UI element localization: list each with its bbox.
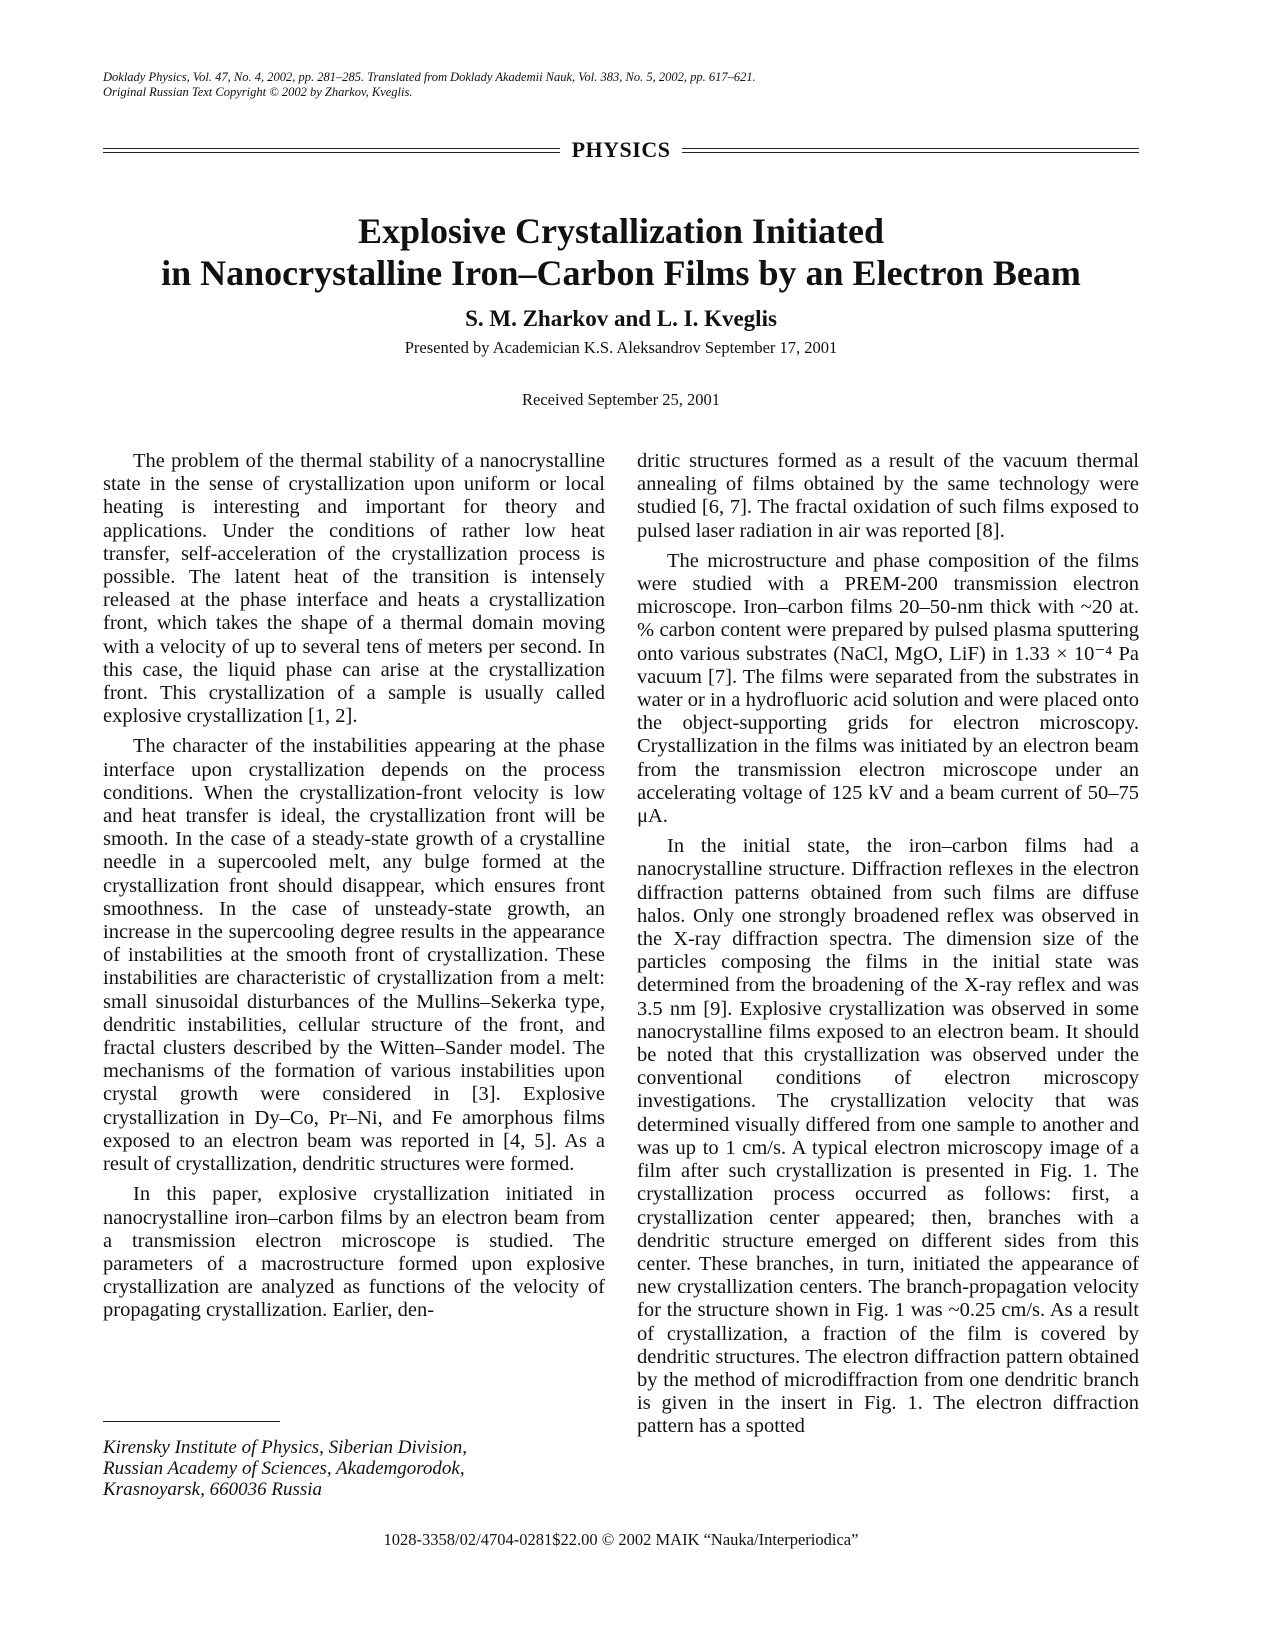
paragraph: In the initial state, the iron–carbon films had a nanocrystalline structure. Diffraction reflexes in the electron diffraction patterns obtained from such films are diffuse halos. Only one strongly broadened reflex was observed in the X-ray diffraction spectra. The dimension size of the particles composing the films in the initial state was determined from the broadening of the X-ray reflex and was 3.5 nm [9]. Explosive crystallization was observed in some nanocrystalline films exposed to an electron beam. It should be noted that this crystallization was observed under the conventional conditions of electron microscopy investigations. The crystallization velocity that was determined visually differed from one sample to another and was up to 1 cm/s. A typical electron microscopy image of a film after such crystallization is presented in Fig. 1. The crystallization process occurred as follows: first, a crystallization center appeared; then, branches with a dendritic structure emerged on different sides from this center. These branches, in turn, initiated the appearance of new crystallization centers. The branch-propagation velocity for the structure shown in Fig. 1 was ~0.25 cm/s. As a result of crystallization, a fraction of the film is covered by dendritic structures. The electron diffraction pattern obtained by the method of microdiffraction from one dendritic branch is given in the insert in Fig. 1. The electron diffraction pattern has a spotted [637,835,1139,1438]
affiliation-line-1: Kirensky Institute of Physics, Siberian Division, [103,1437,467,1458]
page-footer: 1028-3358/02/4704-0281$22.00 © 2002 MAIK “Nauka/Interperiodica” [383,1530,859,1549]
paragraph: The character of the instabilities appearing at the phase interface upon crystallization depends on the process conditions. When the crystallization-front velocity is low and heat transfer is ideal, the crystallization front will be smooth. In the case of a steady-state growth of a crystalline needle in a supercooled melt, any bulge formed at the crystallization front should disappear, which ensures front smoothness. In the case of unsteady-state growth, an increase in the supercooling degree results in the appearance of instabilities at the smooth front of crystallization. These instabilities are characteristic of crystallization from a melt: small sinusoidal disturbances of the Mullins–Sekerka type, dendritic instabilities, cellular structure of the front, and fractal clusters described by the Witten–Sander model. The mechanisms of the formation of various instabilities upon crystal growth were considered in [3]. Explosive crystallization in Dy–Co, Pr–Ni, and Fe amorphous films exposed to an electron beam was reported in [4, 5]. As a result of crystallization, dendritic structures were formed. [103,735,605,1176]
article-title-line-2: in Nanocrystalline Iron–Carbon Films by an Electron Beam [161,253,1081,293]
paragraph: The microstructure and phase composition of the films were studied with a PREM-200 transmission electron microscope. Iron–carbon films 20–50-nm thick with ~20 at. % carbon content were prepared by pulsed plasma sputtering onto various substrates (NaCl, MgO, LiF) in 1.33 × 10⁻⁴ Pa vacuum [7]. The films were separated from the substrates in water or in a hydrofluoric acid solution and were placed onto the object-supporting grids for electron microscopy. Crystallization in the films was initiated by an electron beam from the transmission electron microscope under an accelerating voltage of 125 kV and a beam current of 50–75 μA. [637,549,1139,828]
affiliation [103,1437,605,1500]
section-rule-right [682,148,1139,153]
paragraph: In this paper, explosive crystallization initiated in nanocrystalline iron–carbon films by an electron beam from a transmission electron microscope is studied. The parameters of a macrostructure formed upon explosive crystallization are analyzed as functions of the velocity of propagating crystallization. Earlier, den- [103,1183,605,1322]
section-rule-left [103,148,560,153]
journal-citation: Doklady Physics, Vol. 47, No. 4, 2002, pp. 281–285. Translated from Doklady Akademii Nauk, Vol. 383, No. 5, 2002, pp. 617–621. [103,70,756,84]
paragraph: The problem of the thermal stability of a nanocrystalline state in the sense of crystallization upon uniform or local heating is interesting and important for theory and applications. Under the conditions of rather low heat transfer, self-acceleration of the crystallization process is possible. The latent heat of the transition is intensely released at the phase interface and heats a crystallization front, which takes the shape of a thermal domain moving with a velocity of up to several tens of meters per second. In this case, the liquid phase can arise at the crystallization front. This crystallization of a sample is usually called explosive crystallization [1, 2]. [103,450,605,728]
affiliation-line-2: Russian Academy of Sciences, Akademgorodok, [103,1458,465,1479]
journal-header [103,70,1153,100]
authors: S. M. Zharkov and L. I. Kveglis [465,306,777,331]
received-date: Received September 25, 2001 [522,390,720,409]
affiliation-line-3: Krasnoyarsk, 660036 Russia [103,1479,323,1500]
left-column [103,450,605,1330]
section-heading [103,136,1139,164]
article-title [103,210,1139,294]
copyright-line: Original Russian Text Copyright © 2002 by Zharkov, Kveglis. [103,85,413,99]
section-title: PHYSICS [571,137,671,162]
article-title-line-1: Explosive Crystallization Initiated [357,211,884,251]
presented-by: Presented by Academician K.S. Aleksandrov September 17, 2001 [404,338,838,357]
footnote-rule [103,1421,280,1422]
right-column [637,450,1139,1446]
paragraph: dritic structures formed as a result of the vacuum thermal annealing of films obtained by the same technology were studied [6, 7]. The fractal oxidation of such films exposed to pulsed laser radiation in air was reported [8]. [637,450,1139,542]
